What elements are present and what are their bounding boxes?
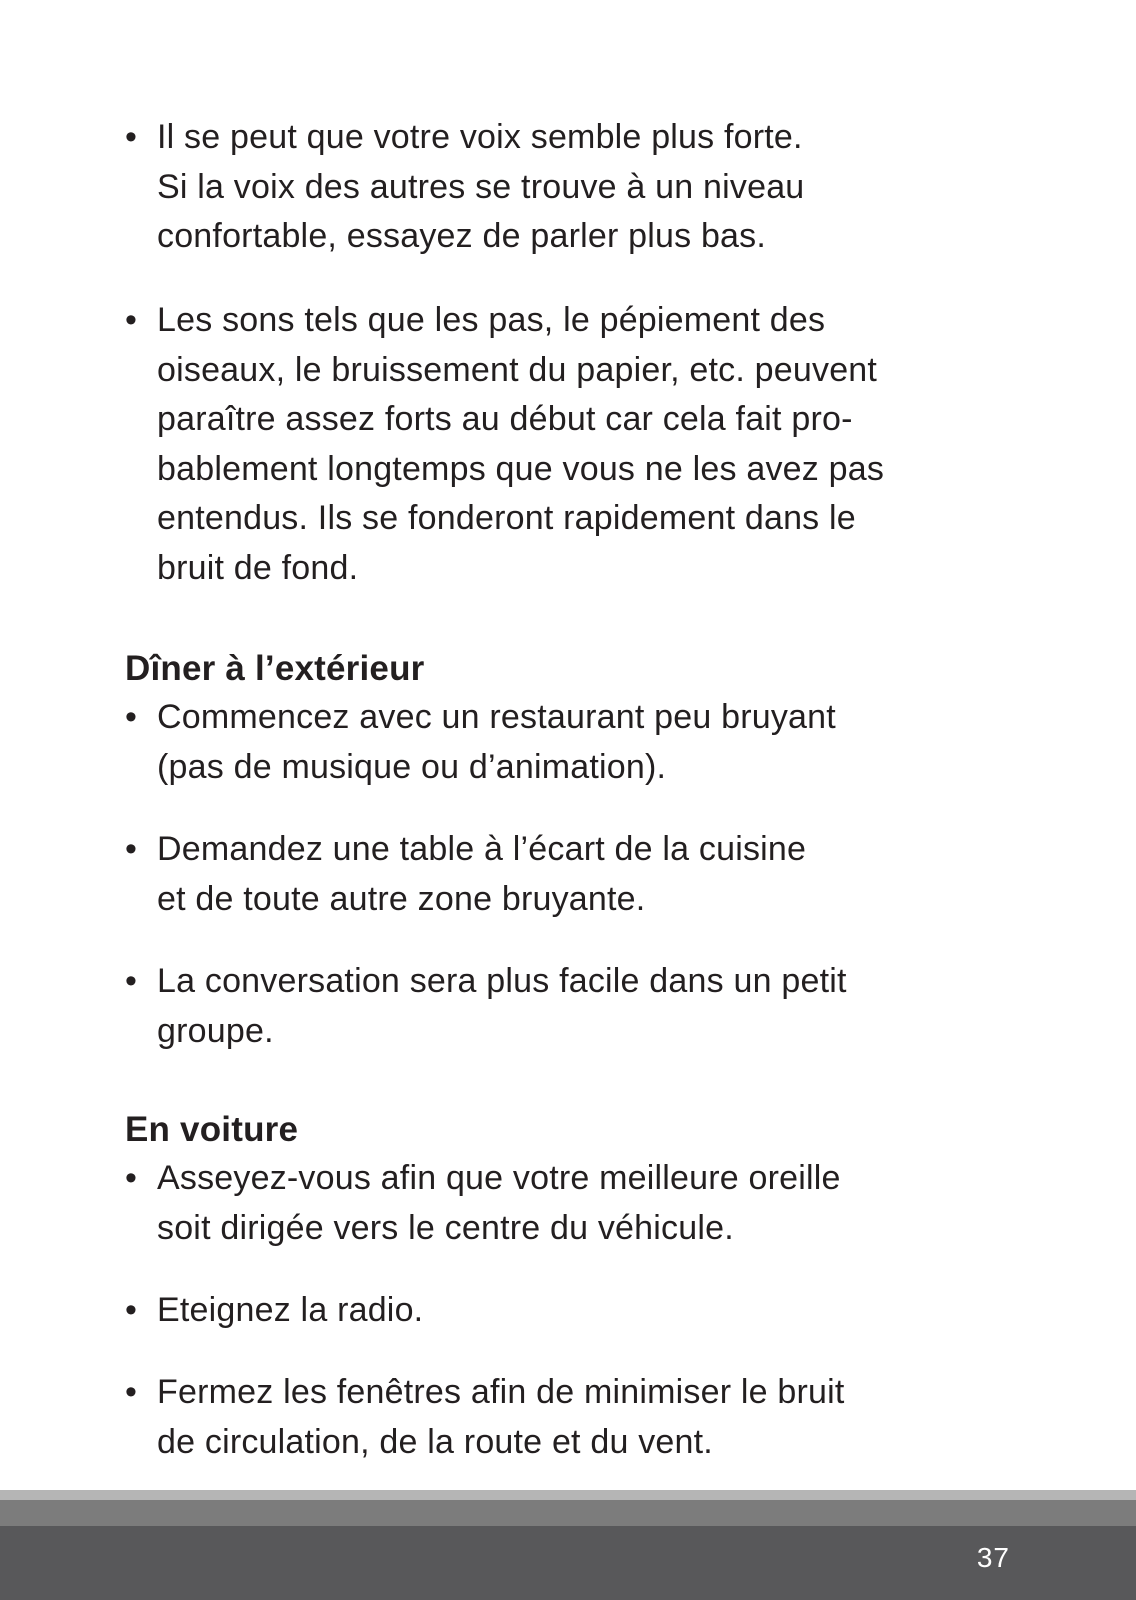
list-item-text: Eteignez la radio.: [157, 1291, 424, 1329]
list-item-text: Demandez une table à l’écart de la cuisine et de toute autre zone bruyante.: [157, 830, 807, 918]
list-item-text: Les sons tels que les pas, le pépiement des oiseaux, le bruissement du papier, etc. peuvent paraître assez forts au début car cela fait pro- bablement longtemps que vous ne les avez pas entendus. Ils se fonderont rapidement dans le bruit de fond.: [157, 301, 885, 587]
bullet-dot: •: [125, 1159, 138, 1197]
list-item-text: La conversation sera plus facile dans un petit groupe.: [157, 962, 847, 1050]
list-item-text: Fermez les fenêtres afin de minimiser le bruit de circulation, de la route et du vent.: [157, 1373, 845, 1461]
list-item: [125, 1286, 1005, 1336]
footer-stripe-mid: [0, 1500, 1136, 1526]
bullet-dot: •: [125, 118, 138, 156]
list-item: [125, 825, 1005, 924]
list-item: [125, 113, 1005, 262]
footer-bar: [0, 1526, 1136, 1600]
list-item: [125, 296, 1005, 593]
bullet-dot: •: [125, 962, 138, 1000]
bullet-dot: •: [125, 1373, 138, 1411]
list-item-text: Asseyez-vous afin que votre meilleure oreille soit dirigée vers le centre du véhicule.: [157, 1159, 841, 1247]
bullet-dot: •: [125, 1291, 138, 1329]
footer-stripe-light: [0, 1490, 1136, 1500]
list-item: [125, 1368, 1005, 1467]
bullet-dot: •: [125, 698, 138, 736]
bullet-dot: •: [125, 301, 138, 339]
list-item-text: Commencez avec un restaurant peu bruyant (pas de musique ou d’animation).: [157, 698, 836, 786]
list-item: [125, 957, 1005, 1056]
list-item: [125, 1154, 1005, 1253]
bullet-dot: •: [125, 830, 138, 868]
list-item: [125, 693, 1005, 792]
section-heading-car: En voiture: [125, 1110, 299, 1149]
page-number: 37: [976, 1542, 1010, 1573]
list-item-text: Il se peut que votre voix semble plus forte. Si la voix des autres se trouve à un niveau confortable, essayez de parler plus bas.: [157, 118, 805, 255]
section-heading-dining: Dîner à l’extérieur: [125, 649, 425, 688]
